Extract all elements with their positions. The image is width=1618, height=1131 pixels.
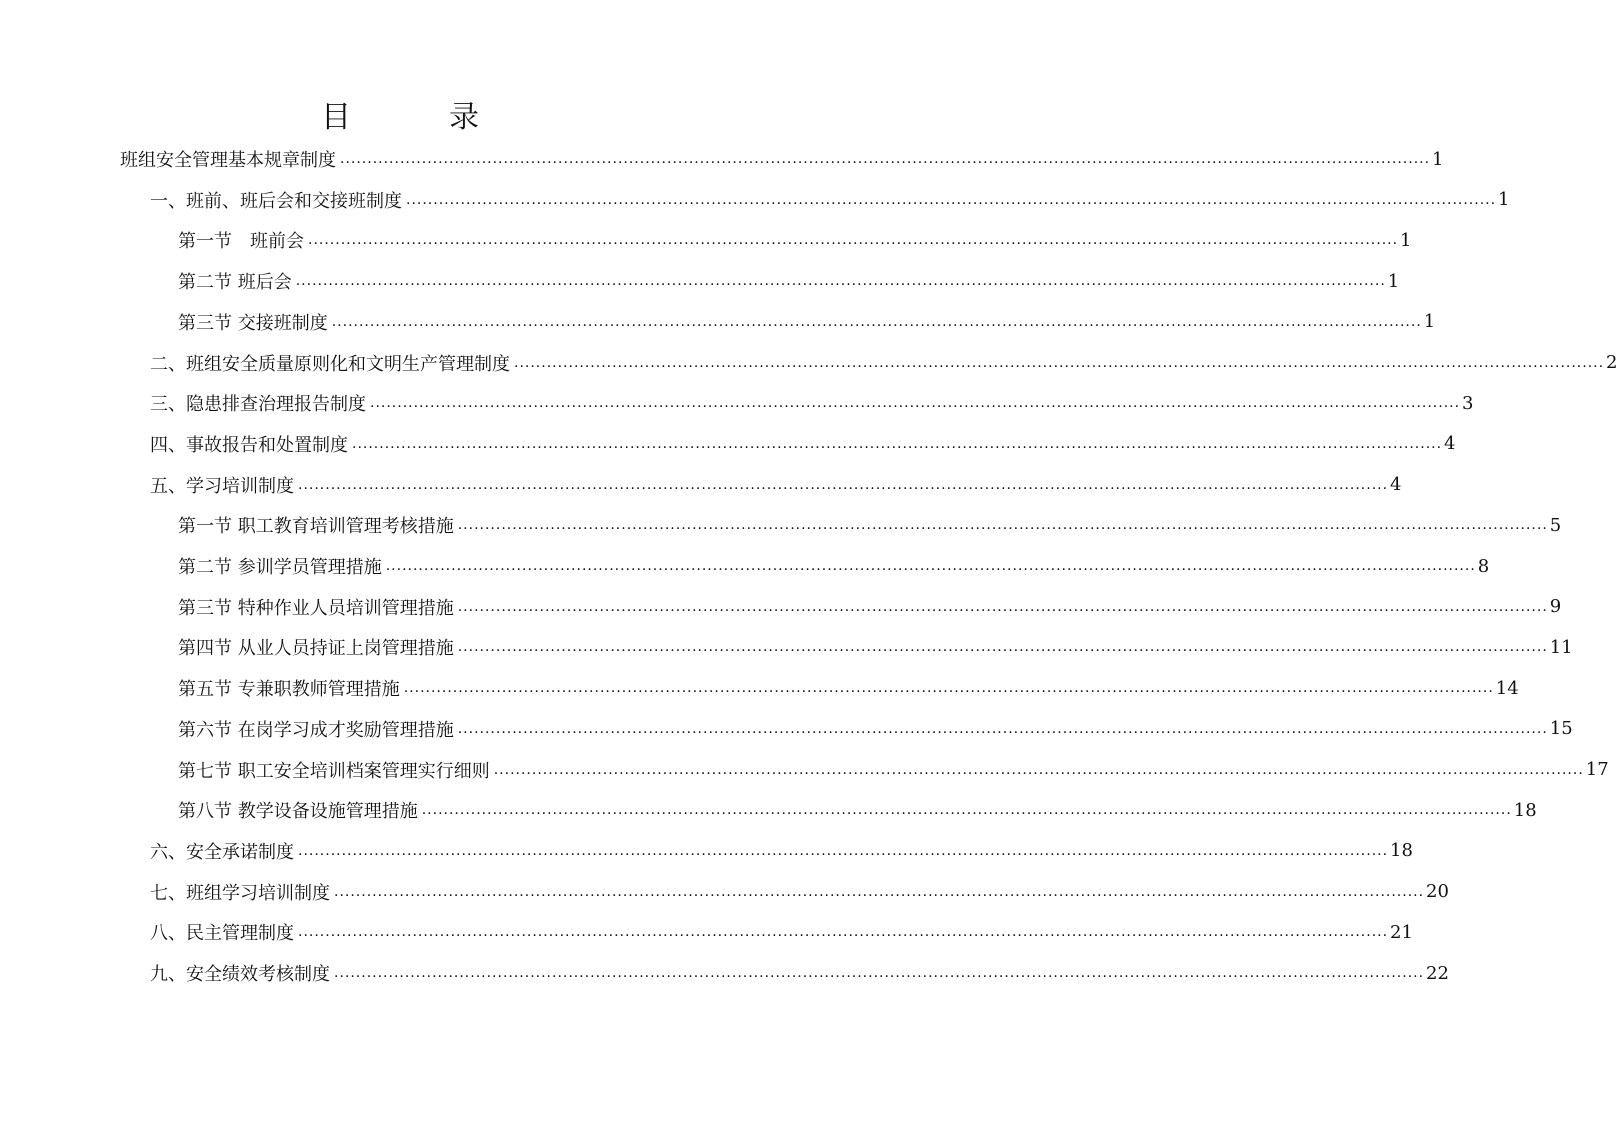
dot-leader: ........................................................................................................................................................................................................ (295, 273, 1386, 290)
toc-entry-label: 八、民主管理制度 (150, 923, 294, 945)
dot-leader: ........................................................................................................................................................................................................ (308, 232, 1399, 249)
toc-entry[interactable] (178, 588, 1562, 626)
toc-entry[interactable] (178, 628, 1573, 666)
toc-page-number: 1 (1432, 148, 1444, 170)
toc-entry-label: 四、事故报告和处置制度 (150, 434, 348, 456)
toc-page-number: 1 (1498, 189, 1510, 211)
toc-page-number: 18 (1513, 799, 1537, 821)
dot-leader: ........................................................................................................................................................................................................ (298, 842, 1389, 859)
toc-page-number: 21 (1390, 921, 1413, 943)
toc-entry[interactable] (178, 751, 1609, 789)
toc-entry[interactable] (150, 873, 1449, 911)
toc-entry[interactable] (150, 832, 1413, 870)
toc-page-number: 8 (1477, 555, 1490, 577)
toc-entry-label: 六、安全承诺制度 (150, 841, 294, 863)
dot-leader: ........................................................................................................................................................................................................ (457, 639, 1548, 656)
toc-page-number: 9 (1549, 596, 1562, 618)
dot-leader: ........................................................................................................................................................................................................ (403, 680, 1494, 697)
toc-page-number: 22 (1426, 962, 1449, 984)
toc-entry-label: 班组安全管理基本规章制度 (120, 150, 336, 171)
toc-entry[interactable] (178, 262, 1400, 300)
toc-entry-label: 七、班组学习培训制度 (150, 882, 330, 904)
dot-leader: ........................................................................................................................................................................................................ (406, 191, 1497, 208)
toc-title: 目 录 (321, 100, 513, 135)
dot-leader: ........................................................................................................................................................................................................ (385, 558, 1476, 574)
toc-page-number: 20 (1426, 881, 1449, 903)
dot-leader: ........................................................................................................................................................................................................ (493, 761, 1584, 778)
toc-page-number: 1 (1387, 270, 1400, 292)
toc-entry-label: 第四节 从业人员持证上岗管理措施 (178, 638, 454, 660)
toc-entry[interactable] (120, 140, 1444, 178)
toc-entry[interactable] (150, 344, 1618, 382)
toc-entry[interactable] (178, 669, 1519, 707)
toc-entry-label: 第七节 职工安全培训档案管理实行细则 (178, 760, 490, 782)
toc-entry[interactable] (150, 384, 1474, 422)
dot-leader: ........................................................................................................................................................................................................ (331, 313, 1422, 330)
dot-leader: ........................................................................................................................................................................................................ (457, 598, 1548, 615)
toc-page-number: 11 (1549, 636, 1573, 658)
toc-entry-label: 九、安全绩效考核制度 (150, 964, 330, 985)
toc-entry-label: 二、班组安全质量原则化和文明生产管理制度 (150, 353, 510, 375)
toc-entry[interactable] (178, 221, 1412, 259)
toc-entry-label: 第三节 交接班制度 (178, 312, 328, 334)
toc-page-number: 15 (1549, 718, 1573, 740)
toc-page-number: 5 (1549, 514, 1562, 536)
toc-entry-label: 第一节 职工教育培训管理考核措施 (178, 516, 454, 538)
toc-page-number: 3 (1462, 392, 1474, 414)
dot-leader: ........................................................................................................................................................................................................ (457, 720, 1548, 737)
dot-leader: ........................................................................................................................................................................................................ (298, 924, 1389, 941)
toc-entry-label: 第八节 教学设备设施管理措施 (178, 801, 418, 823)
toc-entry-label: 第三节 特种作业人员培训管理措施 (178, 597, 454, 619)
toc-entry[interactable] (178, 303, 1436, 341)
toc-entry[interactable] (150, 181, 1510, 219)
toc-entry[interactable] (150, 913, 1413, 951)
toc-page-number: 2 (1606, 352, 1618, 373)
toc-entry-label: 五、学习培训制度 (150, 475, 294, 497)
dot-leader: ........................................................................................................................................................................................................ (298, 476, 1389, 493)
toc-entry-label: 第六节 在岗学习成才奖励管理措施 (178, 719, 454, 741)
toc-page-number: 4 (1444, 433, 1456, 455)
toc-page-number: 14 (1495, 677, 1519, 699)
dot-leader: ........................................................................................................................................................................................................ (334, 883, 1425, 900)
toc-entry-label: 三、隐患排查治理报告制度 (150, 394, 366, 416)
toc-page-number: 4 (1390, 474, 1402, 496)
toc-page-number: 17 (1585, 759, 1609, 780)
toc-entry-label: 第一节 班前会 (178, 231, 304, 253)
dot-leader: ........................................................................................................................................................................................................ (352, 435, 1443, 452)
dot-leader: ........................................................................................................................................................................................................ (340, 151, 1431, 167)
toc-page-number: 18 (1390, 840, 1413, 862)
toc-entry-label: 第二节 班后会 (178, 272, 292, 294)
toc-entry[interactable] (150, 954, 1449, 992)
toc-entry[interactable] (178, 506, 1562, 544)
dot-leader: ........................................................................................................................................................................................................ (514, 354, 1605, 371)
dot-leader: ........................................................................................................................................................................................................ (334, 965, 1425, 981)
toc-entry-label: 第二节 参训学员管理措施 (178, 557, 382, 578)
toc-entry-label: 第五节 专兼职教师管理措施 (178, 679, 400, 701)
toc-entry[interactable] (150, 466, 1402, 504)
toc-entry-label: 一、班前、班后会和交接班制度 (150, 190, 402, 212)
toc-entry[interactable] (178, 710, 1573, 748)
toc-entry[interactable] (150, 425, 1456, 463)
toc-page-number: 1 (1400, 229, 1412, 251)
dot-leader: ........................................................................................................................................................................................................ (370, 395, 1461, 412)
toc-page-number: 1 (1423, 311, 1436, 333)
dot-leader: ........................................................................................................................................................................................................ (457, 517, 1548, 534)
toc-entry[interactable] (178, 791, 1537, 829)
dot-leader: ........................................................................................................................................................................................................ (421, 802, 1512, 819)
toc-entry[interactable] (178, 547, 1490, 585)
